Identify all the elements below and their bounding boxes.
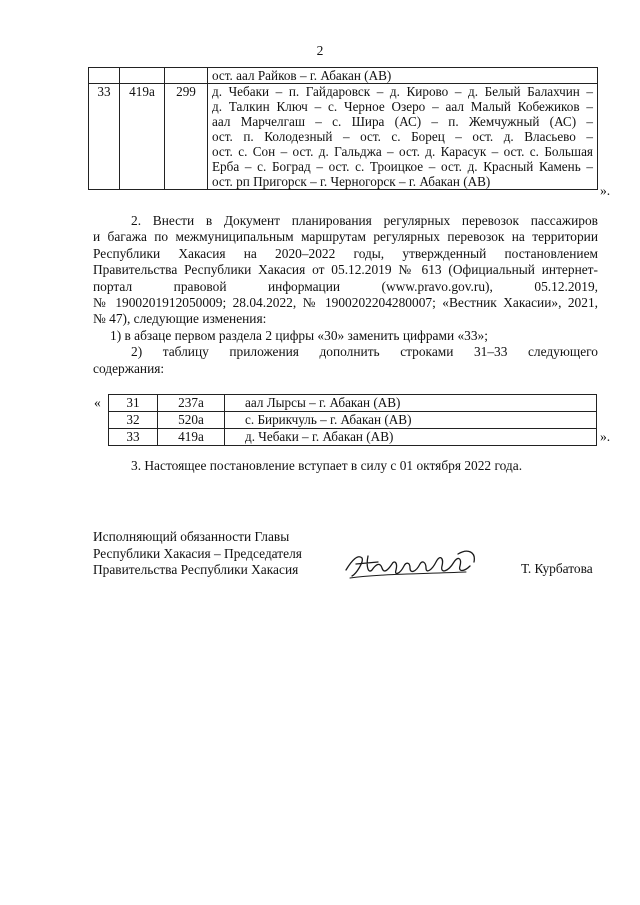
route-path-cell: д. Чебаки – г. Абакан (АВ) bbox=[225, 429, 597, 446]
signatory-title-line: Исполняющий обязанности Главы bbox=[93, 529, 290, 544]
route-path-cell: аал Лырсы – г. Абакан (АВ) bbox=[225, 395, 597, 412]
signatory-title-line: Республики Хакасия – Председателя bbox=[93, 545, 302, 561]
route-number-cell: 237а bbox=[158, 395, 225, 412]
route-path-line: аал Марчелгаш – с. Шира (АС) – п. Жемчужный (АС) – bbox=[212, 114, 593, 129]
new-routes-table bbox=[108, 394, 597, 446]
route-number-cell: 520а bbox=[158, 412, 225, 429]
table2-closing-quote: ». bbox=[600, 429, 611, 444]
route-number-cell bbox=[120, 68, 165, 84]
signatory-name: Т. Курбатова bbox=[521, 561, 593, 576]
handwritten-signature bbox=[338, 540, 488, 588]
paragraph-3: 3. Настоящее постановление вступает в силу с 01 октября 2022 года. bbox=[131, 458, 523, 473]
paragraph-line: 2. Внести в Документ планирования регулярных перевозок пассажиров bbox=[131, 213, 598, 228]
signatory-title-line: Правительства Республики Хакасия bbox=[93, 562, 299, 577]
paragraph-line: и багажа по межмуниципальным маршрутам регулярных перевозок на территории bbox=[93, 229, 598, 245]
route-path-line: ост. рп Пригорск – г. Черногорск – г. Абакан (АВ) bbox=[212, 174, 491, 189]
signatory-title bbox=[93, 529, 302, 579]
routes-table-continued bbox=[88, 67, 598, 190]
count-cell: 299 bbox=[165, 84, 208, 190]
table-row bbox=[109, 395, 597, 412]
paragraph-line: № 47), следующие изменения: bbox=[93, 311, 267, 327]
table-row bbox=[89, 68, 598, 84]
route-path-line: ост. п. Колодезный – ост. с. Борец – ост. д. Власьево – bbox=[212, 129, 593, 144]
table-row bbox=[109, 412, 597, 429]
route-number-cell: 419а bbox=[120, 84, 165, 190]
route-path-line: ост. с. Сон – ост. д. Гальджа – ост. д. Карасук – ост. с. Большая bbox=[212, 144, 593, 159]
count-cell bbox=[165, 68, 208, 84]
table-row bbox=[109, 429, 597, 446]
table2-opening-quote: « bbox=[94, 395, 101, 410]
row-number-cell: 33 bbox=[89, 84, 120, 190]
route-path-cell bbox=[208, 68, 598, 84]
route-path-line: д. Чебаки – п. Гайдаровск – д. Кирово – д. Белый Балахчин – bbox=[212, 84, 593, 99]
row-number-cell: 33 bbox=[109, 429, 158, 446]
list-item-1: 1) в абзаце первом раздела 2 цифры «30» заменить цифрами «33»; bbox=[110, 327, 488, 343]
paragraph-line: Республики Хакасия на 2020–2022 годы, утвержденный постановлением bbox=[93, 245, 598, 261]
row-number-cell: 31 bbox=[109, 395, 158, 412]
paragraph-line: содержания: bbox=[93, 360, 165, 376]
table-row bbox=[89, 84, 598, 190]
table1-closing-quote: ». bbox=[600, 183, 611, 198]
route-path-line: д. Талкин Ключ – с. Черное Озеро – аал Малый Кобежиков – bbox=[212, 99, 593, 114]
paragraph-line: Правительства Республики Хакасия от 05.12.2019 № 613 (Официальный интернет- bbox=[93, 262, 598, 278]
paragraph-line: № 1900201912050009; 28.04.2022, № 1900202204280007; «Вестник Хакасии», 2021, bbox=[93, 295, 598, 311]
page-number: 2 bbox=[316, 43, 324, 58]
route-path-line: Ерба – с. Боград – ост. с. Троицкое – ост. д. Красный Камень – bbox=[212, 159, 593, 174]
list-item-2: 2) таблицу приложения дополнить строками 31–33 следующего bbox=[131, 344, 598, 360]
route-number-cell: 419а bbox=[158, 429, 225, 446]
paragraph-line: портал правовой информации (www.pravo.gov.ru), 05.12.2019, bbox=[93, 278, 598, 294]
row-number-cell bbox=[89, 68, 120, 84]
route-path-cell: с. Бирикчуль – г. Абакан (АВ) bbox=[225, 412, 597, 429]
row-number-cell: 32 bbox=[109, 412, 158, 429]
route-path-line: ост. аал Райков – г. Абакан (АВ) bbox=[212, 68, 392, 83]
route-path-cell bbox=[208, 84, 598, 190]
paragraph-2 bbox=[93, 213, 598, 377]
